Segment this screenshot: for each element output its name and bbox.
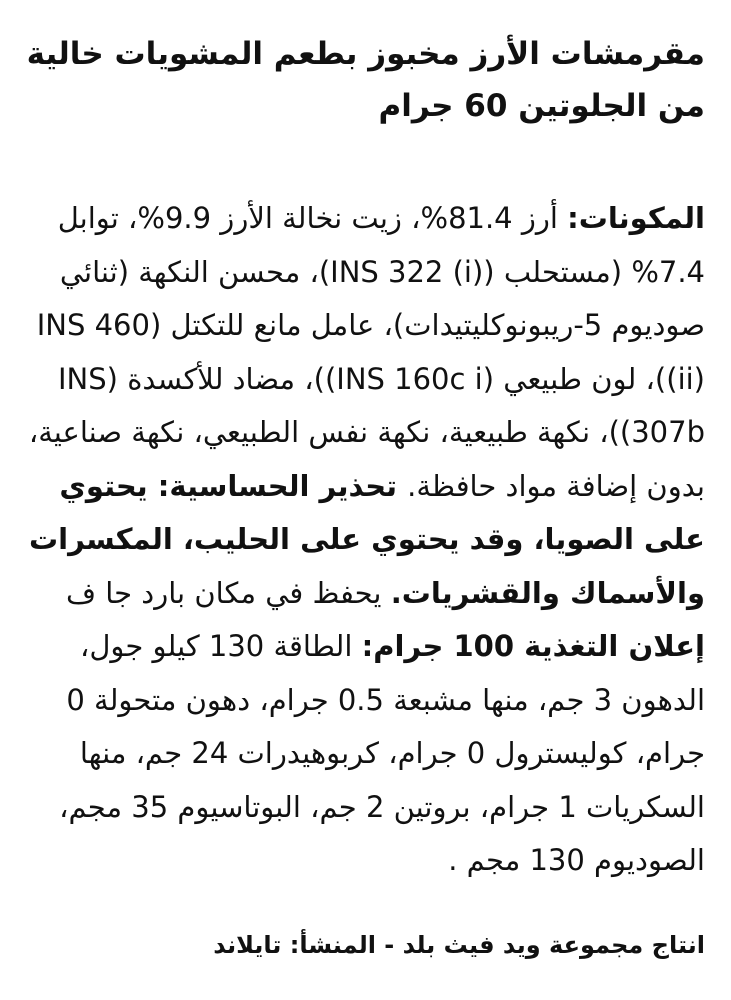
nutrition-text: الطاقة 130 كيلو جول، الدهون 3 جم، منها مشبعة 0.5 جرام، دهون متحولة 0 جرام، كوليسترول 0 جرام، كربوهيدرات 24 جم، منها السكريات 1 جرام، بروتين 2 جم، البوتاسيوم 35 مجم، الصوديوم 130 مجم . [59, 629, 705, 877]
ingredients-text: أرز 81.4%، زيت نخالة الأرز 9.9%، توابل 7.4% (مستحلب (INS 322 (i))، محسن النكهة (ثنائي صوديوم 5-ريبونوكليتيدات)، عامل مانع للتكتل (INS 460 (ii))، لون طبيعي (INS 160c i))، مضاد للأكسدة (INS 307b))، نكهة طبيعية، نكهة نفس الطبيعي، نكهة صناعية، بدون إضافة مواد حافظة. [28, 201, 705, 503]
producer-origin: انتاج مجموعة ويد فيث بلد - المنشأ: تايلاند [213, 931, 705, 959]
nutrition-paragraph [15, 620, 705, 888]
ingredients-heading: المكونات: [567, 201, 705, 235]
product-title: مقرمشات الأرز مخبوز بطعم المشويات خالية من الجلوتين 60 جرام [26, 36, 705, 124]
allergy-warning: تحذير الحساسية: يحتوي على الصويا، وقد يحتوي على الحليب، المكسرات والأسماك والقشريات. [29, 468, 705, 610]
ingredients-paragraph [15, 192, 705, 620]
label-body [15, 192, 705, 888]
nutrition-heading: إعلان التغذية 100 جرام: [361, 629, 705, 663]
storage-instructions: يحفظ في مكان بارد جا ف [66, 575, 391, 610]
